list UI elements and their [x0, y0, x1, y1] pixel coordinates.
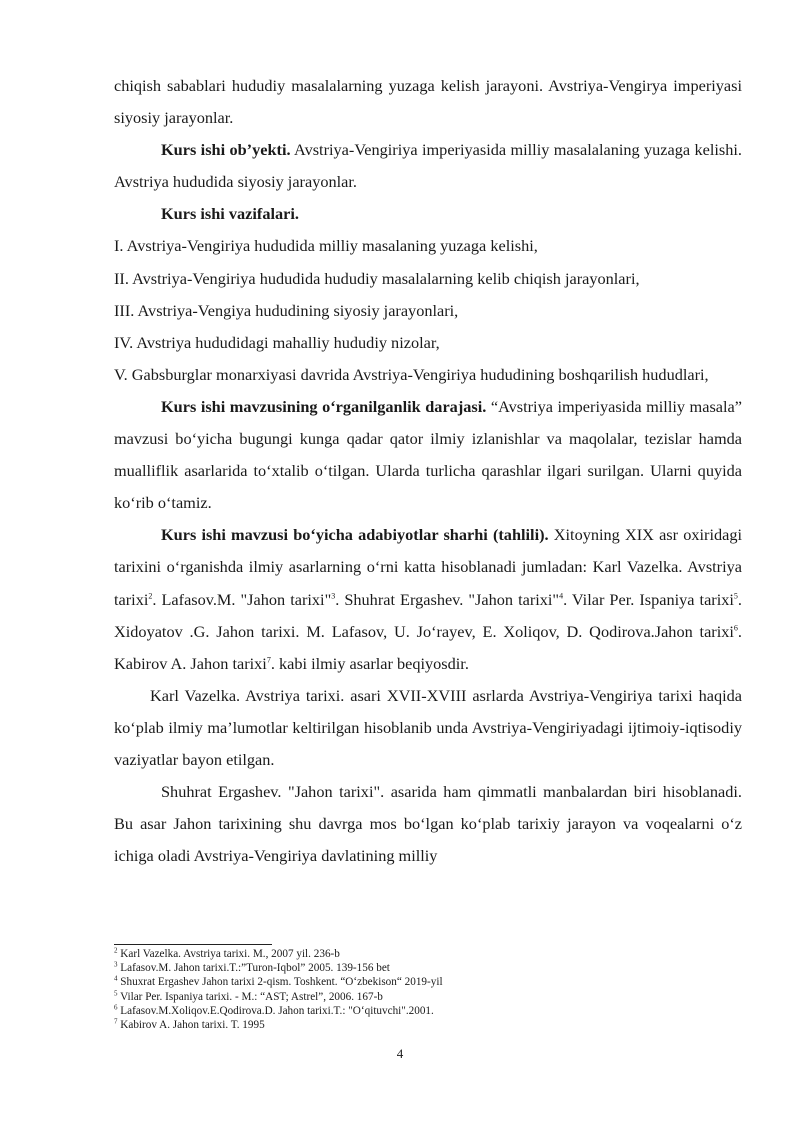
paragraph-study-degree — [114, 391, 742, 519]
paragraph-course-object — [114, 134, 742, 198]
footnote-text: Vilar Per. Ispaniya tarixi. - M.: “AST; Astrel”, 2006. 167-b — [117, 990, 383, 1003]
task-item-2: II. Avstriya-Vengiriya hududida hududiy masalalarning kelib chiqish jarayonlari, — [114, 268, 640, 288]
literature-text-b: . Lafasov.M. "Jahon tarixi" — [152, 589, 332, 609]
heading-course-tasks-label: Kurs ishi vazifalari. — [161, 204, 299, 224]
page-number: 4 — [396, 1046, 404, 1061]
study-degree-text: “Avstriya imperiyasida milliy masala” mavzusi bo‘yicha bugungi kunga qadar qator ilmiy izlanishlar va maqolalar, tezislar hamda mualliflik asarlarida to‘xtalib o‘tilgan. Ularda turlicha qarashlar ilgari surilgan. Ularni quyida ko‘rib o‘tamiz. — [114, 396, 742, 513]
footnote-text: Lafasov.M.Xoliqov.E.Qodirova.D. Jahon tarixi.T.: "O‘qituvchi".2001. — [117, 1004, 434, 1017]
footnote-ref-4: 4 — [559, 591, 564, 601]
literature-text-e: . Xidoyatov .G. Jahon tarixi. M. Lafasov, U. Jo‘rayev, E. Xoliqov, D. Qodirova.Jahon tarixi — [114, 589, 742, 641]
footnote-text: Lafasov.M. Jahon tarixi.T.:”Turon-Iqbol” 2005. 139-156 bet — [117, 962, 390, 975]
footnote-text: Shuxrat Ergashev Jahon tarixi 2-qism. Toshkent. “O‘zbekison“ 2019-yil — [117, 976, 443, 989]
footnotes — [114, 947, 742, 1032]
footnote-number: 2 — [114, 946, 118, 955]
footnote-item — [114, 961, 742, 975]
footnote-number: 4 — [114, 974, 118, 983]
footnote-item — [114, 947, 742, 961]
literature-text-c: . Shuhrat Ergashev. "Jahon tarixi" — [335, 589, 560, 609]
footnote-item — [114, 975, 742, 989]
task-item-1: I. Avstriya-Vengiriya hududida milliy masalaning yuzaga kelishi, — [114, 236, 538, 256]
literature-text-d: . Vilar Per. Ispaniya tarixi — [563, 589, 734, 609]
footnote-number: 3 — [114, 960, 118, 969]
footnote-ref-6: 6 — [733, 623, 738, 633]
footnote-item — [114, 1018, 742, 1032]
footnote-number: 6 — [114, 1003, 118, 1012]
footnote-number: 7 — [114, 1017, 118, 1026]
footnote-ref-2: 2 — [148, 591, 153, 601]
heading-literature-review: Kurs ishi mavzusi bo‘yicha adabiyotlar sharhi (tahlili). — [161, 525, 549, 545]
course-object-text: Avstriya-Vengiriya imperiyasida milliy masalalaning yuzaga kelishi. Avstriya hududida siyosiy jarayonlar. — [114, 140, 742, 192]
footnote-ref-5: 5 — [733, 591, 738, 601]
footnote-text: Kabirov A. Jahon tarixi. T. 1995 — [117, 1019, 265, 1032]
literature-text-a: Xitoyning XIX asr oxiridagi tarixini o‘rganishda ilmiy asarlarning o‘rni katta hisoblanadi jumladan: Karl Vazelka. Avstriya tarixi — [114, 525, 742, 609]
footnote-item — [114, 1004, 742, 1018]
footnote-text: Karl Vazelka. Avstriya tarixi. M., 2007 yil. 236-b — [117, 948, 340, 960]
heading-course-object: Kurs ishi ob’yekti. — [161, 140, 291, 160]
task-item-5: V. Gabsburglar monarxiyasi davrida Avstriya-Vengiriya hududining boshqarilish hududlari, — [114, 364, 709, 384]
paragraph-literature-review — [114, 519, 742, 679]
footnote-item — [114, 990, 742, 1004]
task-item-4: IV. Avstriya hududidagi mahalliy hududiy nizolar, — [114, 332, 440, 352]
paragraph-intro-continued: chiqish sabablari hududiy masalalarning yuzaga kelish jarayoni. Avstriya-Vengirya imperiyasi siyosiy jarayonlar. — [114, 76, 742, 128]
footnote-separator — [114, 944, 272, 945]
heading-course-tasks — [114, 198, 742, 230]
body-text — [114, 70, 742, 872]
footnote-ref-7: 7 — [266, 655, 271, 665]
literature-text-g: . kabi ilmiy asarlar beqiyosdir. — [270, 653, 469, 673]
paragraph-vazelka: Karl Vazelka. Avstriya tarixi. asari XVII-XVIII asrlarda Avstriya-Vengiriya tarixi haqida ko‘plab ilmiy ma’lumotlar keltirilgan hisoblanib unda Avstriya-Vengiriyadagi ijtimoiy-iqtisodiy vaziyatlar bayon etilgan. — [114, 685, 742, 769]
paragraph-ergashev: Shuhrat Ergashev. "Jahon tarixi". asarida ham qimmatli manbalardan biri hisoblanadi. Bu asar Jahon tarixining shu davrga mos bo‘lgan ko‘plab tarixiy jarayon va voqealarni o‘z ichiga oladi Avstriya-Vengiriya davlatining milliy — [114, 782, 742, 866]
heading-study-degree: Kurs ishi mavzusining o‘rganilganlik darajasi. — [161, 396, 487, 416]
footnote-ref-3: 3 — [331, 591, 336, 601]
task-item-3: III. Avstriya-Vengiya hududining siyosiy jarayonlari, — [114, 300, 459, 320]
footnote-number: 5 — [114, 988, 118, 997]
literature-text-f: . Kabirov A. Jahon tarixi — [114, 621, 742, 673]
